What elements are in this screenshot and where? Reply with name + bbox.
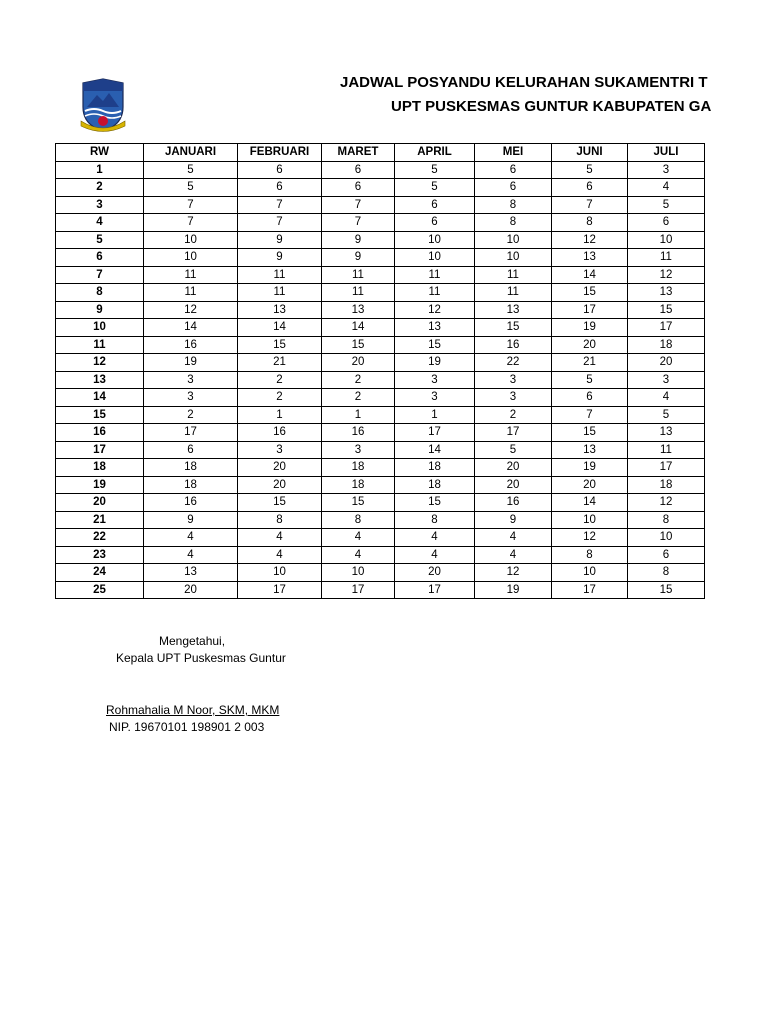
- rw-cell: 11: [56, 336, 144, 354]
- schedule-date-cell: 20: [395, 564, 475, 582]
- schedule-date-cell: 19: [395, 354, 475, 372]
- rw-cell: 19: [56, 476, 144, 494]
- rw-cell: 12: [56, 354, 144, 372]
- schedule-date-cell: 13: [144, 564, 238, 582]
- schedule-date-cell: 18: [628, 476, 705, 494]
- schedule-date-cell: 1: [395, 406, 475, 424]
- schedule-date-cell: 22: [475, 354, 552, 372]
- schedule-date-cell: 2: [238, 389, 322, 407]
- rw-cell: 24: [56, 564, 144, 582]
- schedule-date-cell: 10: [144, 231, 238, 249]
- schedule-date-cell: 7: [144, 196, 238, 214]
- schedule-date-cell: 18: [322, 476, 395, 494]
- column-header: MARET: [322, 144, 395, 162]
- schedule-date-cell: 2: [144, 406, 238, 424]
- schedule-date-cell: 4: [322, 529, 395, 547]
- schedule-date-cell: 5: [628, 196, 705, 214]
- schedule-date-cell: 20: [475, 459, 552, 477]
- schedule-date-cell: 19: [144, 354, 238, 372]
- rw-cell: 22: [56, 529, 144, 547]
- schedule-date-cell: 5: [475, 441, 552, 459]
- rw-cell: 15: [56, 406, 144, 424]
- schedule-date-cell: 4: [628, 389, 705, 407]
- schedule-date-cell: 12: [628, 266, 705, 284]
- schedule-date-cell: 10: [238, 564, 322, 582]
- schedule-date-cell: 15: [322, 494, 395, 512]
- table-row: [56, 546, 705, 564]
- rw-cell: 17: [56, 441, 144, 459]
- schedule-date-cell: 18: [322, 459, 395, 477]
- schedule-date-cell: 2: [238, 371, 322, 389]
- schedule-date-cell: 10: [322, 564, 395, 582]
- schedule-date-cell: 4: [238, 529, 322, 547]
- schedule-date-cell: 15: [395, 494, 475, 512]
- schedule-date-cell: 15: [628, 581, 705, 599]
- schedule-date-cell: 21: [238, 354, 322, 372]
- schedule-date-cell: 20: [144, 581, 238, 599]
- schedule-date-cell: 11: [395, 284, 475, 302]
- schedule-date-cell: 11: [475, 284, 552, 302]
- schedule-date-cell: 10: [628, 529, 705, 547]
- schedule-date-cell: 5: [552, 371, 628, 389]
- schedule-date-cell: 8: [552, 214, 628, 232]
- schedule-date-cell: 17: [144, 424, 238, 442]
- schedule-date-cell: 13: [628, 284, 705, 302]
- schedule-date-cell: 14: [552, 266, 628, 284]
- schedule-date-cell: 14: [395, 441, 475, 459]
- schedule-date-cell: 13: [238, 301, 322, 319]
- schedule-date-cell: 11: [238, 284, 322, 302]
- schedule-date-cell: 12: [552, 529, 628, 547]
- posyandu-schedule-table: [55, 143, 705, 599]
- schedule-date-cell: 6: [628, 546, 705, 564]
- schedule-date-cell: 3: [475, 389, 552, 407]
- schedule-date-cell: 3: [628, 371, 705, 389]
- schedule-date-cell: 5: [552, 161, 628, 179]
- schedule-date-cell: 8: [322, 511, 395, 529]
- table-header-row: [56, 144, 705, 162]
- schedule-date-cell: 5: [395, 179, 475, 197]
- schedule-date-cell: 11: [144, 266, 238, 284]
- schedule-date-cell: 5: [144, 179, 238, 197]
- schedule-date-cell: 3: [322, 441, 395, 459]
- schedule-date-cell: 10: [552, 511, 628, 529]
- rw-cell: 20: [56, 494, 144, 512]
- table-row: [56, 266, 705, 284]
- table-row: [56, 494, 705, 512]
- schedule-date-cell: 9: [322, 249, 395, 267]
- schedule-date-cell: 16: [144, 336, 238, 354]
- schedule-date-cell: 15: [238, 494, 322, 512]
- schedule-date-cell: 6: [475, 161, 552, 179]
- schedule-date-cell: 13: [395, 319, 475, 337]
- schedule-date-cell: 9: [475, 511, 552, 529]
- schedule-date-cell: 20: [628, 354, 705, 372]
- schedule-date-cell: 15: [395, 336, 475, 354]
- schedule-date-cell: 4: [322, 546, 395, 564]
- schedule-date-cell: 2: [475, 406, 552, 424]
- rw-cell: 10: [56, 319, 144, 337]
- schedule-date-cell: 10: [395, 249, 475, 267]
- schedule-date-cell: 5: [144, 161, 238, 179]
- schedule-date-cell: 11: [475, 266, 552, 284]
- schedule-date-cell: 16: [475, 336, 552, 354]
- table-row: [56, 511, 705, 529]
- table-row: [56, 319, 705, 337]
- schedule-date-cell: 17: [552, 581, 628, 599]
- rw-cell: 1: [56, 161, 144, 179]
- table-row: [56, 441, 705, 459]
- rw-cell: 16: [56, 424, 144, 442]
- schedule-date-cell: 8: [238, 511, 322, 529]
- schedule-date-cell: 2: [322, 371, 395, 389]
- table-row: [56, 459, 705, 477]
- table-row: [56, 406, 705, 424]
- schedule-date-cell: 11: [628, 441, 705, 459]
- rw-cell: 14: [56, 389, 144, 407]
- table-row: [56, 476, 705, 494]
- rw-cell: 2: [56, 179, 144, 197]
- rw-cell: 4: [56, 214, 144, 232]
- schedule-date-cell: 10: [475, 231, 552, 249]
- schedule-date-cell: 19: [475, 581, 552, 599]
- schedule-date-cell: 15: [475, 319, 552, 337]
- schedule-date-cell: 14: [144, 319, 238, 337]
- schedule-date-cell: 17: [238, 581, 322, 599]
- table-row: [56, 354, 705, 372]
- schedule-date-cell: 20: [552, 336, 628, 354]
- table-row: [56, 301, 705, 319]
- schedule-date-cell: 3: [144, 371, 238, 389]
- column-header: JULI: [628, 144, 705, 162]
- schedule-date-cell: 5: [395, 161, 475, 179]
- schedule-date-cell: 4: [395, 546, 475, 564]
- schedule-date-cell: 6: [395, 196, 475, 214]
- schedule-date-cell: 7: [552, 406, 628, 424]
- schedule-date-cell: 18: [395, 476, 475, 494]
- schedule-date-cell: 10: [552, 564, 628, 582]
- table-row: [56, 564, 705, 582]
- schedule-date-cell: 12: [475, 564, 552, 582]
- schedule-date-cell: 11: [238, 266, 322, 284]
- schedule-date-cell: 5: [628, 406, 705, 424]
- schedule-date-cell: 18: [144, 476, 238, 494]
- table-row: [56, 529, 705, 547]
- schedule-date-cell: 9: [144, 511, 238, 529]
- schedule-date-cell: 10: [628, 231, 705, 249]
- schedule-date-cell: 1: [238, 406, 322, 424]
- schedule-date-cell: 17: [628, 319, 705, 337]
- signature-name: Rohmahalia M Noor, SKM, MKM: [106, 703, 280, 717]
- schedule-date-cell: 7: [322, 196, 395, 214]
- schedule-date-cell: 13: [552, 441, 628, 459]
- rw-cell: 8: [56, 284, 144, 302]
- schedule-date-cell: 17: [395, 424, 475, 442]
- schedule-date-cell: 7: [552, 196, 628, 214]
- schedule-date-cell: 16: [322, 424, 395, 442]
- schedule-date-cell: 8: [395, 511, 475, 529]
- schedule-date-cell: 16: [144, 494, 238, 512]
- schedule-date-cell: 18: [395, 459, 475, 477]
- column-header: FEBRUARI: [238, 144, 322, 162]
- schedule-date-cell: 6: [475, 179, 552, 197]
- schedule-date-cell: 4: [395, 529, 475, 547]
- schedule-date-cell: 19: [552, 319, 628, 337]
- column-header: RW: [56, 144, 144, 162]
- table-row: [56, 214, 705, 232]
- schedule-date-cell: 13: [322, 301, 395, 319]
- schedule-date-cell: 20: [322, 354, 395, 372]
- rw-cell: 7: [56, 266, 144, 284]
- schedule-date-cell: 11: [628, 249, 705, 267]
- schedule-date-cell: 11: [322, 284, 395, 302]
- schedule-date-cell: 15: [628, 301, 705, 319]
- column-header: JUNI: [552, 144, 628, 162]
- schedule-date-cell: 15: [552, 284, 628, 302]
- column-header: MEI: [475, 144, 552, 162]
- schedule-date-cell: 3: [144, 389, 238, 407]
- signature-acknowledged-label: Mengetahui,: [159, 634, 226, 648]
- schedule-date-cell: 8: [475, 214, 552, 232]
- schedule-date-cell: 14: [552, 494, 628, 512]
- schedule-date-cell: 3: [395, 389, 475, 407]
- schedule-date-cell: 6: [395, 214, 475, 232]
- schedule-date-cell: 7: [238, 196, 322, 214]
- schedule-date-cell: 4: [144, 546, 238, 564]
- schedule-date-cell: 7: [238, 214, 322, 232]
- schedule-date-cell: 9: [238, 249, 322, 267]
- schedule-date-cell: 6: [322, 179, 395, 197]
- document-title-line-2: UPT PUSKESMAS GUNTUR KABUPATEN GA: [391, 98, 712, 115]
- document-title-line-1: JADWAL POSYANDU KELURAHAN SUKAMENTRI T: [340, 74, 708, 91]
- rw-cell: 13: [56, 371, 144, 389]
- schedule-date-cell: 11: [322, 266, 395, 284]
- rw-cell: 5: [56, 231, 144, 249]
- rw-cell: 18: [56, 459, 144, 477]
- table-row: [56, 231, 705, 249]
- table-row: [56, 196, 705, 214]
- schedule-date-cell: 6: [144, 441, 238, 459]
- table-row: [56, 424, 705, 442]
- schedule-date-cell: 11: [144, 284, 238, 302]
- schedule-date-cell: 2: [322, 389, 395, 407]
- rw-cell: 6: [56, 249, 144, 267]
- schedule-date-cell: 19: [552, 459, 628, 477]
- schedule-date-cell: 8: [628, 564, 705, 582]
- schedule-date-cell: 12: [144, 301, 238, 319]
- table-row: [56, 336, 705, 354]
- schedule-date-cell: 3: [475, 371, 552, 389]
- schedule-date-cell: 9: [322, 231, 395, 249]
- schedule-date-cell: 15: [552, 424, 628, 442]
- schedule-date-cell: 16: [475, 494, 552, 512]
- schedule-date-cell: 1: [322, 406, 395, 424]
- schedule-date-cell: 4: [475, 546, 552, 564]
- schedule-date-cell: 20: [475, 476, 552, 494]
- schedule-date-cell: 14: [322, 319, 395, 337]
- schedule-date-cell: 8: [628, 511, 705, 529]
- schedule-date-cell: 20: [238, 476, 322, 494]
- schedule-date-cell: 3: [238, 441, 322, 459]
- schedule-date-cell: 11: [395, 266, 475, 284]
- table-row: [56, 581, 705, 599]
- schedule-date-cell: 21: [552, 354, 628, 372]
- schedule-date-cell: 13: [552, 249, 628, 267]
- schedule-date-cell: 10: [144, 249, 238, 267]
- column-header: APRIL: [395, 144, 475, 162]
- rw-cell: 3: [56, 196, 144, 214]
- schedule-date-cell: 17: [395, 581, 475, 599]
- schedule-date-cell: 6: [322, 161, 395, 179]
- schedule-date-cell: 4: [144, 529, 238, 547]
- schedule-date-cell: 12: [395, 301, 475, 319]
- schedule-date-cell: 14: [238, 319, 322, 337]
- table-row: [56, 389, 705, 407]
- table-body: [56, 161, 705, 599]
- column-header: JANUARI: [144, 144, 238, 162]
- rw-cell: 25: [56, 581, 144, 599]
- rw-cell: 9: [56, 301, 144, 319]
- schedule-date-cell: 6: [238, 179, 322, 197]
- schedule-date-cell: 20: [552, 476, 628, 494]
- schedule-date-cell: 18: [144, 459, 238, 477]
- schedule-date-cell: 18: [628, 336, 705, 354]
- schedule-date-cell: 13: [475, 301, 552, 319]
- schedule-date-cell: 16: [238, 424, 322, 442]
- schedule-date-cell: 17: [322, 581, 395, 599]
- rw-cell: 21: [56, 511, 144, 529]
- schedule-date-cell: 9: [238, 231, 322, 249]
- schedule-date-cell: 8: [475, 196, 552, 214]
- table-row: [56, 249, 705, 267]
- signature-position: Kepala UPT Puskesmas Guntur: [116, 651, 286, 665]
- schedule-date-cell: 3: [628, 161, 705, 179]
- rw-cell: 23: [56, 546, 144, 564]
- schedule-date-cell: 17: [552, 301, 628, 319]
- schedule-date-cell: 20: [238, 459, 322, 477]
- schedule-date-cell: 6: [552, 389, 628, 407]
- schedule-date-cell: 8: [552, 546, 628, 564]
- schedule-date-cell: 4: [238, 546, 322, 564]
- schedule-date-cell: 10: [395, 231, 475, 249]
- signature-nip: NIP. 19670101 198901 2 003: [109, 720, 265, 734]
- schedule-date-cell: 15: [238, 336, 322, 354]
- schedule-date-cell: 13: [628, 424, 705, 442]
- schedule-date-cell: 6: [238, 161, 322, 179]
- schedule-date-cell: 12: [552, 231, 628, 249]
- schedule-date-cell: 4: [475, 529, 552, 547]
- schedule-date-cell: 6: [552, 179, 628, 197]
- schedule-date-cell: 12: [628, 494, 705, 512]
- table-row: [56, 284, 705, 302]
- table-row: [56, 371, 705, 389]
- schedule-date-cell: 15: [322, 336, 395, 354]
- schedule-date-cell: 7: [144, 214, 238, 232]
- schedule-date-cell: 17: [475, 424, 552, 442]
- schedule-date-cell: 10: [475, 249, 552, 267]
- schedule-date-cell: 17: [628, 459, 705, 477]
- schedule-date-cell: 3: [395, 371, 475, 389]
- table-row: [56, 161, 705, 179]
- table-row: [56, 179, 705, 197]
- schedule-date-cell: 7: [322, 214, 395, 232]
- schedule-date-cell: 4: [628, 179, 705, 197]
- schedule-date-cell: 6: [628, 214, 705, 232]
